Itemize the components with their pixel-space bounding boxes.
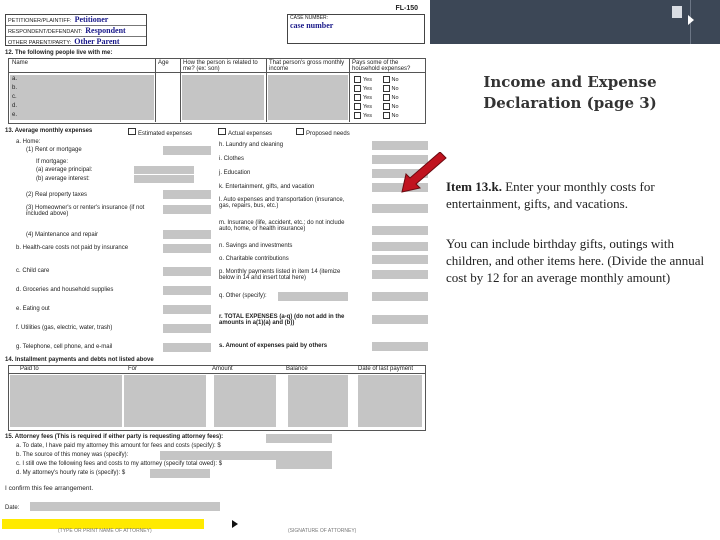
charity-field[interactable] [372,255,428,264]
utilities-field[interactable] [163,324,211,333]
other-amount-field[interactable] [372,292,428,301]
expense-home: a. Home: [16,139,41,145]
attorney-fees-source: b. The source of this money was (specify): [16,452,129,458]
estimated-option[interactable]: Estimated expenses [128,128,192,137]
expense-entertainment: k. Entertainment, gifts, and vacation [219,184,315,190]
other-specify-field[interactable] [278,292,348,301]
case-number-value[interactable]: case number [290,21,334,30]
print-name-caption: (TYPE OR PRINT NAME OF ATTORNEY) [58,528,152,534]
caption-box [5,14,147,46]
section-15-title: 15. Attorney fees (This is required if either party is requesting attorney fees): [5,434,224,440]
note-item-label: Item 13.k. [446,179,502,194]
principal-field[interactable] [134,166,194,174]
fees-owed-field[interactable] [276,460,332,469]
col-divider [349,58,350,122]
expense-education: j. Education [219,170,251,176]
section-14-title: 14. Installment payments and debts not listed above [5,357,154,363]
maintenance-field[interactable] [163,230,211,239]
monthly-payments-field[interactable] [372,270,428,279]
play-icon [688,15,694,25]
section-13-title: 13. Average monthly expenses [5,128,93,134]
col-for: For [128,366,137,372]
col-amount: Amount [212,366,233,372]
petitioner-value[interactable]: Petitioner [74,15,109,24]
laundry-field[interactable] [372,141,428,150]
yes-no-row[interactable]: Yes No [354,112,399,119]
form-number: FL-150 [395,5,418,12]
total-expenses-field[interactable] [372,315,428,324]
other-party-value[interactable]: Other Parent [74,37,120,46]
actual-option[interactable]: Actual expenses [218,128,272,137]
expense-savings: n. Savings and investments [219,243,293,249]
expense-health: b. Health-care costs not paid by insurance [16,245,129,251]
fees-source-field[interactable] [160,451,332,460]
for-fields[interactable] [124,375,206,427]
household-name-field[interactable] [10,75,154,120]
respondent-row [6,26,146,37]
expense-monthly-payments: p. Monthly payments listed in item 14 (itemize below in 14 and insert total here) [219,269,341,281]
other-row [6,37,146,47]
expense-laundry: h. Laundry and cleaning [219,142,284,148]
expense-eating-out: e. Eating out [16,306,50,312]
expense-principal: (a) average principal: [36,167,93,173]
row-label: d. [12,103,18,109]
insurance-other-field[interactable] [372,226,428,235]
respondent-label: RESPONDENT/DEFENDANT: [8,29,83,35]
date-field[interactable] [30,502,220,511]
groceries-field[interactable] [163,286,211,295]
col-divider [155,58,156,122]
expense-insurance-other: m. Insurance (life, accident, etc.; do not include auto, home, or health insurance) [219,220,345,232]
last-payment-fields[interactable] [358,375,422,427]
note-item-13k [446,178,716,212]
col-paid-to: Paid to [20,366,39,372]
expense-charity: o. Charitable contributions [219,256,289,262]
note-item-text: Enter your monthly costs for entertainment, gifts, and vacations. [446,179,655,211]
arrow-right-icon [232,520,238,528]
row-label: c. [12,94,17,100]
expense-other: q. Other (specify): [219,293,267,299]
row-label: e. [12,112,18,118]
col-name: Name [12,60,29,66]
interest-field[interactable] [134,175,194,183]
red-arrow-icon [398,152,448,194]
other-party-label: OTHER PARENT/PARTY: [8,40,72,46]
yes-no-row[interactable]: Yes No [354,103,399,110]
section-12-title: 12. The following people live with me: [5,50,113,56]
note-examples: You can include birthday gifts, outings with children, and other items here. (Divide the annual cost by 12 for an average monthly amount) [446,236,705,285]
row-label: b. [12,85,18,91]
expense-child-care: c. Child care [16,268,50,274]
case-number-label: CASE NUMBER: [290,15,329,21]
row-label: a. [12,76,18,82]
case-number-box [287,14,425,44]
expense-paid-by-others: s. Amount of expenses paid by others [219,343,328,349]
expense-clothes: i. Clothes [219,156,245,162]
slide-title: Income and Expense Declaration (page 3) [483,73,657,112]
fees-paid-field[interactable] [266,434,332,443]
yes-no-row[interactable]: Yes No [354,94,399,101]
child-care-field[interactable] [163,267,211,276]
confirm-fee-arrangement: I confirm this fee arrangement. [5,485,94,492]
respondent-value[interactable]: Respondent [85,26,126,35]
amount-fields[interactable] [214,375,276,427]
col-relation: How the person is related to me? (ex: son) [183,60,258,72]
col-pays: Pays some of the household expenses? [352,60,411,72]
paid-by-others-field[interactable] [372,342,428,351]
household-relation-field[interactable] [182,75,264,120]
date-label: Date: [5,505,20,511]
expense-telephone: g. Telephone, cell phone, and e-mail [16,344,113,350]
eating-out-field[interactable] [163,305,211,314]
balance-fields[interactable] [288,375,348,427]
expense-mortgage-if: If mortgage: [36,159,69,165]
petitioner-row [6,15,146,26]
expense-total: r. TOTAL EXPENSES (a-q) (do not add in the amounts in a(1)(a) and (b)) [219,314,345,326]
attorney-hourly-rate: d. My attorney's hourly rate is (specify): $ [16,470,126,476]
col-age: Age [158,60,169,66]
paid-to-fields[interactable] [10,375,122,427]
debts-header-rule [8,373,426,374]
col-income: That person's gross monthly income [269,60,345,72]
signature-caption: (SIGNATURE OF ATTORNEY) [288,528,357,534]
col-balance: Balance [286,366,308,372]
expense-rent: (1) Rent or mortgage [26,147,82,153]
hourly-rate-field[interactable] [150,469,210,478]
petitioner-label: PETITIONER/PLAINTIFF: [8,18,72,24]
household-header-rule [8,72,426,73]
expense-maintenance: (4) Maintenance and repair [26,232,99,238]
insurance-field[interactable] [163,205,211,214]
telephone-field[interactable] [163,343,211,352]
expense-auto: l. Auto expenses and transportation (insurance, gas, repairs, bus, etc.) [219,197,345,209]
rent-amount-field[interactable] [163,146,211,155]
yes-no-row[interactable]: Yes No [354,76,399,83]
attorney-fees-owed: c. I still owe the following fees and costs to my attorney (specify total owed): $ [16,461,223,467]
household-income-field[interactable] [268,75,348,120]
proposed-option[interactable]: Proposed needs [296,128,350,137]
expense-interest: (b) average interest: [36,176,90,182]
expense-groceries: d. Groceries and household supplies [16,287,114,293]
col-last-payment: Date of last payment [358,366,414,372]
top-bar-tab [672,6,682,18]
auto-field[interactable] [372,204,428,213]
savings-field[interactable] [372,242,428,251]
col-divider [266,58,267,122]
expense-property-taxes: (2) Real property taxes [26,192,88,198]
col-divider [180,58,181,122]
expense-utilities: f. Utilities (gas, electric, water, trash) [16,325,113,331]
attorney-fees-paid: a. To date, I have paid my attorney this amount for fees and costs (specify): $ [16,443,221,449]
health-field[interactable] [163,244,211,253]
property-tax-field[interactable] [163,190,211,199]
yes-no-row[interactable]: Yes No [354,85,399,92]
expense-insurance: (3) Homeowner's or renter's insurance (if not included above) [26,205,145,217]
